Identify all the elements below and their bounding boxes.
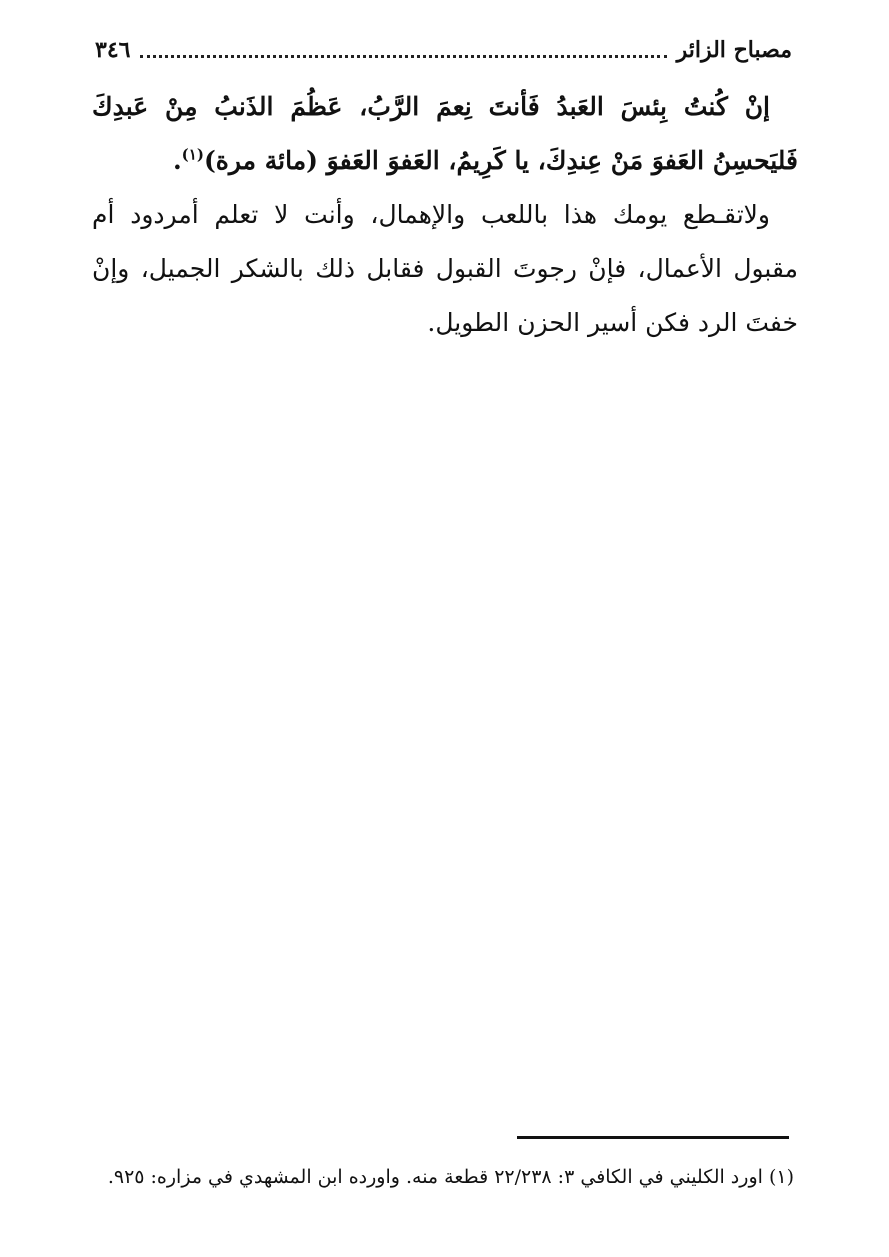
dotted-leader — [140, 43, 666, 58]
main-text — [92, 80, 798, 350]
footnote-marker[interactable]: (١) — [181, 145, 204, 164]
page-header — [95, 30, 792, 70]
footnote-separator — [517, 1136, 789, 1139]
page-number: ٣٤٦ — [95, 37, 131, 63]
body-paragraph: ولاتقـطع يومك هذا باللعب والإهمال، وأنت لا تعلم أمردود أم مقبول الأعمال، فإنْ رجوتَ القبول فقابل ذلك بالشكر الجميل، وإنْ خفتَ الرد فكن أسير الحزن الطويل. — [92, 200, 798, 337]
invocation-paragraph — [92, 80, 798, 188]
invocation-text: إنْ كُنتُ بِئسَ العَبدُ فَأنتَ نِعمَ الرَّبُ، عَظُمَ الذَنبُ مِنْ عَبدِكَ فَليَحسِنُ العَفوَ مَنْ عِندِكَ، يا كَرِيمُ، العَفوَ العَفوَ (مائة مرة) — [92, 92, 798, 175]
invocation-end: . — [172, 146, 182, 175]
footnote-1: (١) اورد الكليني في الكافي ٣: ٢٢/٢٣٨ قطعة منه. واورده ابن المشهدي في مزاره: ٩٢٥. — [107, 1166, 794, 1188]
running-title: مصباح الزائر — [676, 37, 792, 63]
